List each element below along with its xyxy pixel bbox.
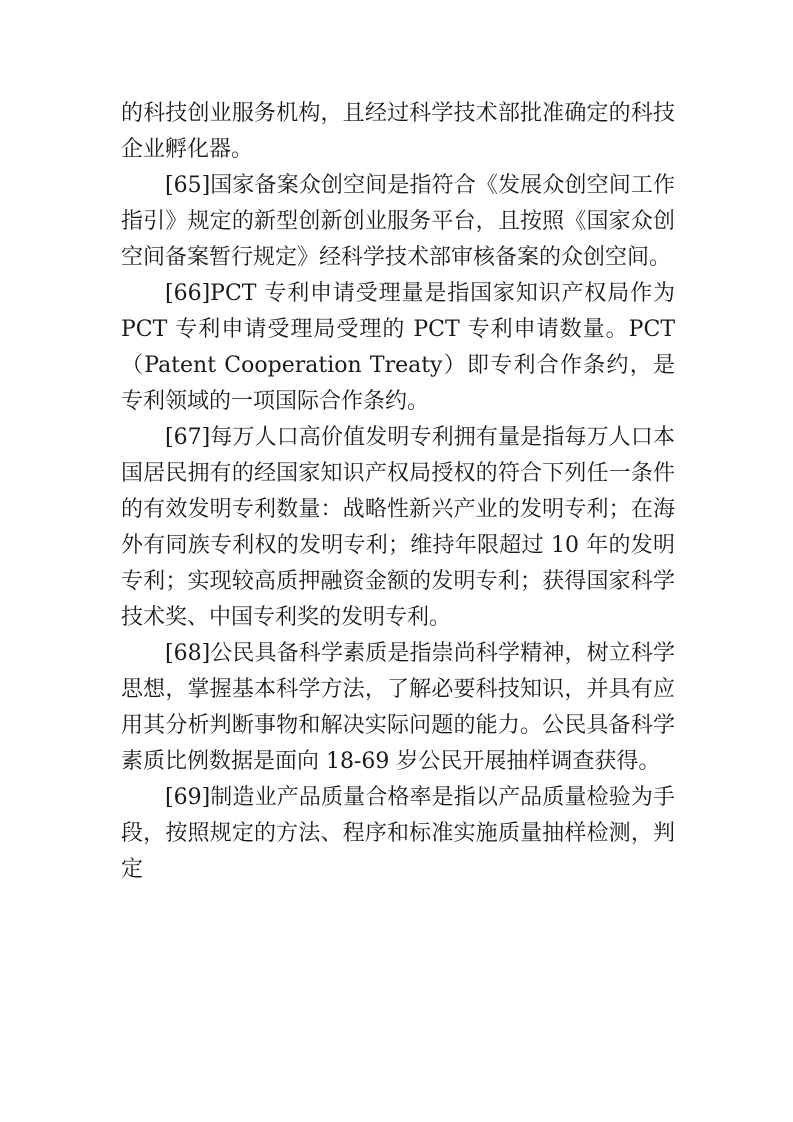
- note-68-paragraph: [68]公民具备科学素质是指崇尚科学精神，树立科学思想，掌握基本科学方法，了解必要科技知识，并具有应用其分析判断事物和解决实际问题的能力。公民具备科学素质比例数据是面向 18-69 岁公民开展抽样调查获得。: [121, 641, 675, 774]
- note-67-paragraph: [67]每万人口高价值发明专利拥有量是指每万人口本国居民拥有的经国家知识产权局授权的符合下列任一条件的有效发明专利数量：战略性新兴产业的发明专利；在海外有同族专利权的发明专利；维持年限超过 10 年的发明专利；实现较高质押融资金额的发明专利；获得国家科学技术奖、中国专利奖的发明专利。: [121, 425, 675, 630]
- body-text: [121, 96, 675, 888]
- note-66-paragraph: [66]PCT 专利申请受理量是指国家知识产权局作为 PCT 专利申请受理局受理的 PCT 专利申请数量。PCT（Patent Cooperation Treaty）即专利合作条约，是专利领域的一项国际合作条约。: [121, 281, 675, 414]
- paragraph-continuation: 的科技创业服务机构，且经过科学技术部批准确定的科技企业孵化器。: [121, 101, 675, 162]
- note-69-paragraph: [69]制造业产品质量合格率是指以产品质量检验为手段，按照规定的方法、程序和标准实施质量抽样检测，判定: [121, 785, 675, 882]
- note-65-paragraph: [65]国家备案众创空间是指符合《发展众创空间工作指引》规定的新型创新创业服务平台，且按照《国家众创空间备案暂行规定》经科学技术部审核备案的众创空间。: [121, 173, 675, 270]
